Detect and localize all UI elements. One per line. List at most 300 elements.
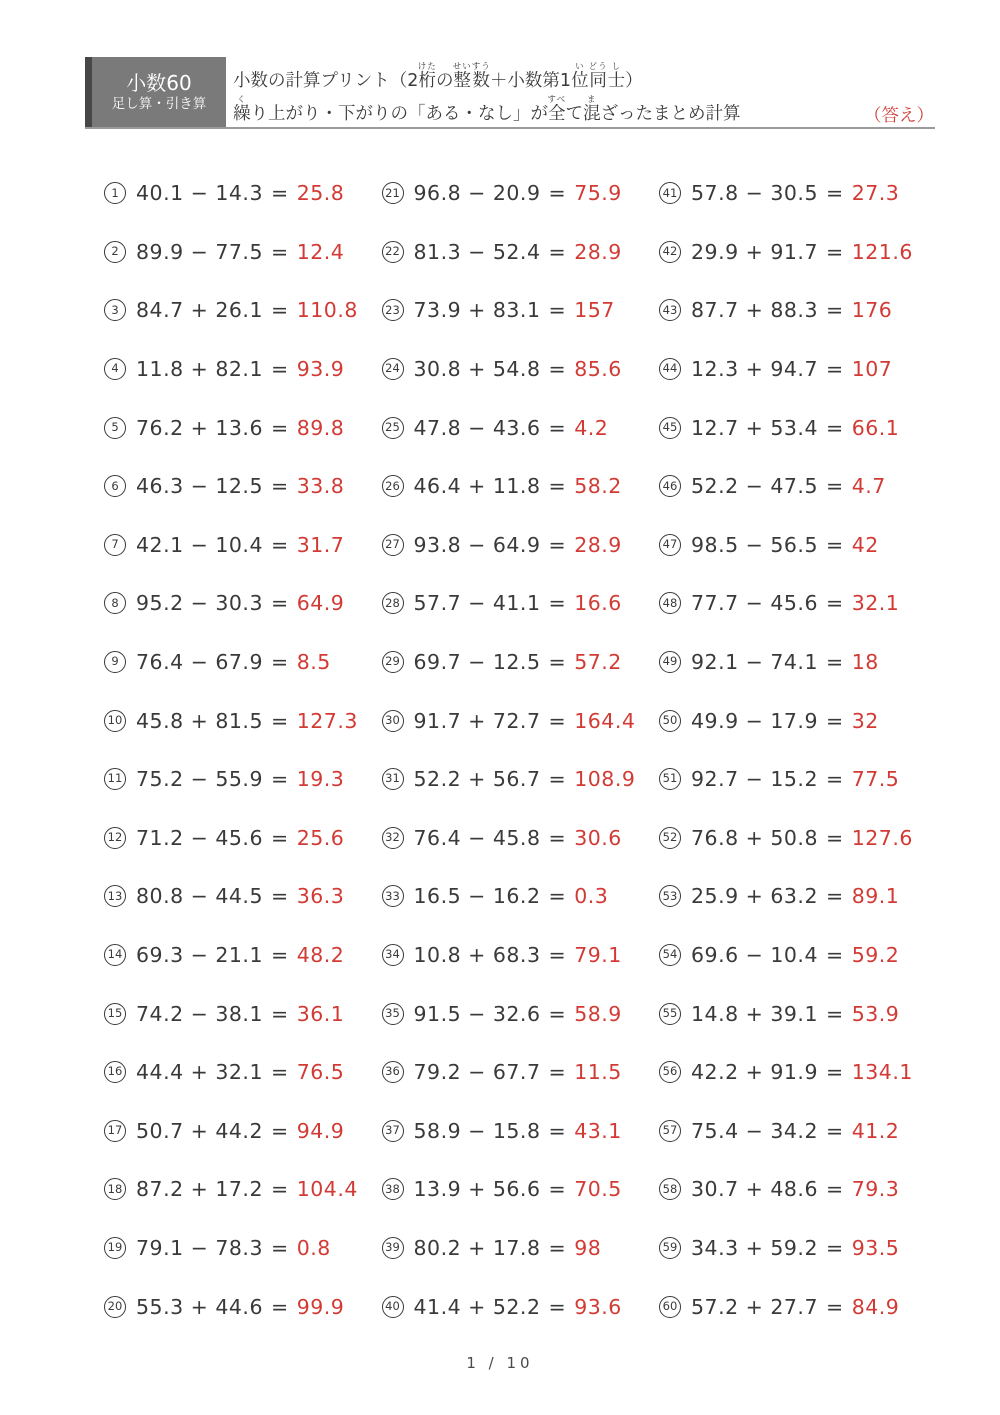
operator: −: [190, 474, 209, 499]
operand-a: 45.8: [136, 708, 184, 733]
equals-sign: =: [271, 415, 289, 440]
operand-b: 91.9: [770, 1060, 818, 1085]
problem-expression: [691, 650, 879, 674]
operand-a: 42.2: [691, 1060, 739, 1085]
problem-item: [104, 1277, 382, 1336]
problem-number-circle: 7: [104, 534, 126, 556]
problem-number-circle: 9: [104, 651, 126, 673]
operand-b: 68.3: [492, 943, 541, 968]
operand-b: 52.4: [492, 239, 541, 264]
problem-expression: [691, 357, 892, 381]
equals-sign: =: [548, 825, 567, 850]
problem-answer: 93.9: [296, 357, 345, 382]
problem-item: [382, 691, 660, 750]
problem-expression: [136, 416, 344, 440]
equals-sign: =: [548, 415, 567, 440]
problem-item: [104, 1219, 382, 1278]
operand-b: 27.7: [770, 1294, 818, 1319]
operator: −: [190, 239, 209, 264]
operator: −: [190, 943, 209, 968]
problem-answer: 164.4: [574, 708, 636, 733]
operand-a: 25.9: [691, 884, 739, 909]
operator: −: [468, 884, 486, 909]
problem-expression: [136, 1060, 344, 1084]
operand-b: 41.1: [492, 591, 541, 616]
header-rule: [85, 127, 935, 129]
operand-a: 42.1: [136, 532, 184, 557]
problem-number-circle: 55: [659, 1003, 681, 1025]
problem-answer: 108.9: [574, 767, 636, 792]
operator: +: [745, 298, 764, 323]
problem-number-circle: 37: [382, 1120, 404, 1142]
problem-item: [104, 867, 382, 926]
operand-b: 30.3: [215, 591, 263, 616]
operator: +: [468, 474, 486, 499]
problem-answer: 18: [851, 650, 879, 675]
operand-a: 69.3: [136, 943, 184, 968]
problem-item: [659, 984, 937, 1043]
problem-item: [659, 633, 937, 692]
equals-sign: =: [826, 1001, 844, 1026]
problem-answer: 33.8: [296, 474, 345, 499]
problem-item: [382, 1043, 660, 1102]
operator: −: [745, 767, 764, 792]
operator: +: [468, 943, 486, 968]
operand-b: 72.7: [492, 708, 541, 733]
problem-answer: 8.5: [296, 650, 331, 675]
operand-b: 13.6: [215, 415, 263, 440]
problem-number-circle: 38: [382, 1178, 404, 1200]
problem-number-circle: 16: [104, 1061, 126, 1083]
operand-a: 69.7: [413, 650, 462, 675]
problem-answer: 93.6: [574, 1294, 622, 1319]
problem-item: [382, 457, 660, 516]
operand-a: 52.2: [413, 767, 462, 792]
problem-number-circle: 20: [104, 1296, 126, 1318]
equals-sign: =: [548, 181, 567, 206]
problem-expression: [136, 181, 344, 205]
problem-item: [659, 1219, 937, 1278]
problem-item: [104, 926, 382, 985]
operand-b: 17.8: [492, 1235, 541, 1260]
equals-sign: =: [271, 239, 289, 264]
problem-expression: [691, 1236, 899, 1260]
problem-number-circle: 22: [382, 241, 404, 263]
operand-a: 87.2: [136, 1177, 184, 1202]
operator: −: [745, 943, 764, 968]
problem-answer: 94.9: [296, 1118, 345, 1143]
problem-item: [382, 281, 660, 340]
equals-sign: =: [548, 357, 567, 382]
problem-answer: 93.5: [851, 1235, 900, 1260]
operator: +: [190, 357, 209, 382]
problem-number-circle: 13: [104, 885, 126, 907]
problem-expression: [691, 1177, 899, 1201]
operand-b: 20.9: [492, 181, 541, 206]
worksheet-title-line2: 繰くり上がり・下がりの「ある・なし」が全すべて混まざったまとめ計算: [233, 95, 741, 124]
problem-number-circle: 41: [659, 182, 681, 204]
problem-expression: [414, 181, 622, 205]
operand-b: 17.2: [215, 1177, 263, 1202]
operand-b: 56.6: [492, 1177, 541, 1202]
answer-mode-label: （答え）: [864, 106, 934, 126]
equals-sign: =: [548, 1118, 567, 1143]
operand-a: 30.7: [691, 1177, 739, 1202]
operand-b: 82.1: [215, 357, 263, 382]
equals-sign: =: [271, 767, 289, 792]
operand-a: 30.8: [413, 357, 462, 382]
problem-item: [104, 340, 382, 399]
operator: −: [190, 181, 209, 206]
operator: −: [745, 708, 764, 733]
operator: +: [468, 298, 486, 323]
problem-item: [382, 984, 660, 1043]
operand-b: 14.3: [215, 181, 263, 206]
problems-column-1: [104, 164, 382, 1336]
operand-b: 54.8: [492, 357, 541, 382]
operator: −: [468, 825, 486, 850]
operand-a: 13.9: [413, 1177, 462, 1202]
problem-number-circle: 27: [382, 534, 404, 556]
operator: +: [745, 884, 764, 909]
operand-a: 57.8: [691, 181, 739, 206]
page-number: 1 / 10: [466, 1354, 534, 1372]
problem-answer: 58.9: [574, 1001, 622, 1026]
problem-item: [382, 750, 660, 809]
problem-expression: [691, 1002, 899, 1026]
operand-a: 40.1: [136, 181, 184, 206]
operand-a: 96.8: [413, 181, 462, 206]
equals-sign: =: [271, 1001, 289, 1026]
problem-number-circle: 5: [104, 417, 126, 439]
problem-item: [382, 926, 660, 985]
problem-expression: [414, 1236, 602, 1260]
problem-answer: 66.1: [851, 415, 900, 440]
operand-a: 55.3: [136, 1294, 184, 1319]
problem-number-circle: 50: [659, 710, 681, 732]
equals-sign: =: [271, 1060, 289, 1085]
operand-b: 56.5: [770, 532, 818, 557]
operand-a: 71.2: [136, 825, 184, 850]
problem-expression: [414, 474, 622, 498]
operator: +: [190, 708, 209, 733]
problem-expression: [414, 650, 622, 674]
problem-number-circle: 59: [659, 1237, 681, 1259]
problem-item: [659, 340, 937, 399]
equals-sign: =: [548, 1060, 567, 1085]
problem-item: [659, 867, 937, 926]
problem-expression: [136, 591, 344, 615]
problem-number-circle: 45: [659, 417, 681, 439]
problem-item: [104, 984, 382, 1043]
operand-a: 74.2: [136, 1001, 184, 1026]
problem-number-circle: 12: [104, 827, 126, 849]
problem-number-circle: 34: [382, 944, 404, 966]
operator: +: [745, 357, 764, 382]
problem-answer: 79.3: [851, 1177, 900, 1202]
operator: −: [745, 181, 764, 206]
operand-b: 32.1: [215, 1060, 263, 1085]
problem-answer: 121.6: [851, 239, 913, 264]
problem-item: [382, 1102, 660, 1161]
problem-expression: [136, 1119, 344, 1143]
problem-answer: 127.6: [851, 825, 913, 850]
problem-number-circle: 19: [104, 1237, 126, 1259]
problem-answer: 75.9: [574, 181, 622, 206]
problem-expression: [691, 240, 913, 264]
problem-expression: [691, 943, 899, 967]
problem-answer: 11.5: [574, 1060, 622, 1085]
operand-a: 57.2: [691, 1294, 739, 1319]
operand-a: 75.2: [136, 767, 184, 792]
problem-item: [382, 809, 660, 868]
operand-b: 45.6: [770, 591, 818, 616]
equals-sign: =: [826, 767, 844, 792]
operand-a: 73.9: [413, 298, 462, 323]
problem-number-circle: 24: [382, 358, 404, 380]
equals-sign: =: [826, 532, 844, 557]
problem-item: [104, 398, 382, 457]
operand-b: 39.1: [770, 1001, 818, 1026]
problem-item: [382, 867, 660, 926]
equals-sign: =: [271, 708, 289, 733]
problem-expression: [691, 826, 913, 850]
operand-b: 44.5: [215, 884, 263, 909]
operand-b: 67.9: [215, 650, 263, 675]
equals-sign: =: [271, 650, 289, 675]
operand-b: 59.2: [770, 1235, 818, 1260]
operand-a: 76.4: [136, 650, 184, 675]
problem-item: [659, 516, 937, 575]
problem-item: [382, 574, 660, 633]
worksheet-title-line1: 小数の計算プリント（2桁けたの整せい数すう＋小数第1位い同どう士し）: [233, 62, 643, 91]
problem-expression: [136, 474, 344, 498]
problem-answer: 48.2: [296, 943, 345, 968]
operator: +: [745, 825, 764, 850]
problem-answer: 12.4: [296, 239, 345, 264]
problem-expression: [136, 533, 344, 557]
problem-item: [104, 457, 382, 516]
equals-sign: =: [271, 1118, 289, 1143]
problem-item: [382, 633, 660, 692]
operand-a: 75.4: [691, 1118, 739, 1143]
operand-b: 30.5: [770, 181, 818, 206]
operator: +: [745, 1294, 764, 1319]
operand-b: 17.9: [770, 708, 818, 733]
problem-expression: [691, 709, 879, 733]
equals-sign: =: [271, 1235, 289, 1260]
problem-expression: [414, 884, 609, 908]
operand-a: 69.6: [691, 943, 739, 968]
problem-item: [382, 1219, 660, 1278]
operand-a: 95.2: [136, 591, 184, 616]
operand-b: 12.5: [492, 650, 541, 675]
operand-b: 52.2: [492, 1294, 541, 1319]
operator: −: [468, 415, 486, 440]
operand-b: 47.5: [770, 474, 818, 499]
problem-item: [659, 809, 937, 868]
operand-a: 80.8: [136, 884, 184, 909]
operator: −: [190, 591, 209, 616]
operand-a: 49.9: [691, 708, 739, 733]
problem-expression: [691, 416, 899, 440]
problem-item: [382, 340, 660, 399]
equals-sign: =: [826, 884, 844, 909]
problem-expression: [414, 767, 636, 791]
operator: +: [468, 357, 486, 382]
problem-number-circle: 58: [659, 1178, 681, 1200]
problem-number-circle: 44: [659, 358, 681, 380]
operand-a: 77.7: [691, 591, 739, 616]
operand-a: 80.2: [413, 1235, 462, 1260]
operand-a: 11.8: [136, 357, 184, 382]
operand-b: 74.1: [770, 650, 818, 675]
problem-number-circle: 17: [104, 1120, 126, 1142]
operand-a: 47.8: [413, 415, 462, 440]
problem-item: [659, 574, 937, 633]
operator: −: [190, 767, 209, 792]
problem-item: [659, 398, 937, 457]
equals-sign: =: [548, 708, 567, 733]
operand-b: 21.1: [215, 943, 263, 968]
operand-b: 10.4: [215, 532, 263, 557]
operator: −: [468, 239, 486, 264]
problem-item: [659, 223, 937, 282]
equals-sign: =: [826, 181, 844, 206]
operator: −: [190, 650, 209, 675]
problem-expression: [136, 1295, 344, 1319]
problem-item: [104, 223, 382, 282]
problem-item: [659, 164, 937, 223]
operand-b: 10.4: [770, 943, 818, 968]
problem-expression: [136, 709, 358, 733]
equals-sign: =: [271, 1294, 289, 1319]
operator: −: [468, 1001, 486, 1026]
operand-b: 63.2: [770, 884, 818, 909]
operator: −: [468, 650, 486, 675]
problem-item: [104, 281, 382, 340]
problem-answer: 27.3: [851, 181, 900, 206]
problem-number-circle: 33: [382, 885, 404, 907]
problem-expression: [414, 709, 636, 733]
operator: +: [468, 767, 486, 792]
problem-number-circle: 4: [104, 358, 126, 380]
operand-b: 11.8: [492, 474, 541, 499]
operator: +: [745, 415, 764, 440]
problem-answer: 89.1: [851, 884, 900, 909]
problem-answer: 58.2: [574, 474, 622, 499]
operand-b: 48.6: [770, 1177, 818, 1202]
problem-number-circle: 8: [104, 592, 126, 614]
equals-sign: =: [826, 1177, 844, 1202]
problem-number-circle: 18: [104, 1178, 126, 1200]
category-badge-title: 小数60: [126, 70, 192, 95]
operand-a: 10.8: [413, 943, 462, 968]
operator: +: [190, 1294, 209, 1319]
problem-answer: 32.1: [851, 591, 900, 616]
problem-expression: [414, 357, 622, 381]
problem-answer: 104.4: [296, 1177, 358, 1202]
problem-number-circle: 14: [104, 944, 126, 966]
equals-sign: =: [548, 1177, 567, 1202]
problem-answer: 76.5: [296, 1060, 345, 1085]
equals-sign: =: [271, 591, 289, 616]
problem-answer: 36.1: [296, 1001, 345, 1026]
operand-a: 98.5: [691, 532, 739, 557]
operand-b: 77.5: [215, 239, 263, 264]
problem-answer: 4.7: [851, 474, 886, 499]
operand-a: 46.3: [136, 474, 184, 499]
equals-sign: =: [548, 1235, 567, 1260]
category-badge: [85, 57, 226, 127]
problem-expression: [136, 298, 358, 322]
problem-item: [104, 809, 382, 868]
problem-expression: [136, 884, 344, 908]
problem-expression: [691, 181, 899, 205]
operand-b: 38.1: [215, 1001, 263, 1026]
operand-b: 50.8: [770, 825, 818, 850]
problem-item: [104, 633, 382, 692]
operand-a: 92.1: [691, 650, 739, 675]
problem-item: [104, 1102, 382, 1161]
operator: −: [468, 591, 486, 616]
operator: +: [745, 239, 764, 264]
operand-b: 64.9: [492, 532, 541, 557]
problem-item: [382, 1277, 660, 1336]
problem-item: [104, 750, 382, 809]
equals-sign: =: [271, 357, 289, 382]
equals-sign: =: [548, 1001, 567, 1026]
operand-a: 93.8: [413, 532, 462, 557]
problem-number-circle: 6: [104, 475, 126, 497]
operator: −: [468, 1118, 486, 1143]
problem-answer: 0.8: [296, 1235, 331, 1260]
problem-answer: 59.2: [851, 943, 900, 968]
problem-number-circle: 29: [382, 651, 404, 673]
problem-number-circle: 31: [382, 768, 404, 790]
operand-b: 43.6: [492, 415, 541, 440]
operand-a: 50.7: [136, 1118, 184, 1143]
problem-item: [659, 457, 937, 516]
problem-expression: [691, 533, 879, 557]
problem-answer: 134.1: [851, 1060, 913, 1085]
problem-item: [659, 281, 937, 340]
category-badge-subtitle: 足し算・引き算: [111, 95, 207, 112]
problem-expression: [414, 826, 622, 850]
problem-answer: 53.9: [851, 1001, 900, 1026]
operand-a: 81.3: [413, 239, 462, 264]
problem-answer: 19.3: [296, 767, 345, 792]
operand-a: 91.7: [413, 708, 462, 733]
operand-b: 67.7: [492, 1060, 541, 1085]
operand-a: 84.7: [136, 298, 184, 323]
problem-number-circle: 53: [659, 885, 681, 907]
equals-sign: =: [548, 767, 567, 792]
problem-answer: 28.9: [574, 532, 622, 557]
problem-item: [382, 398, 660, 457]
problem-expression: [136, 1177, 358, 1201]
operand-a: 79.1: [136, 1235, 184, 1260]
problem-number-circle: 36: [382, 1061, 404, 1083]
operand-a: 58.9: [413, 1118, 462, 1143]
problem-answer: 42: [851, 532, 879, 557]
problem-answer: 176: [851, 298, 893, 323]
problem-item: [659, 926, 937, 985]
operand-a: 52.2: [691, 474, 739, 499]
operator: −: [745, 532, 764, 557]
problem-number-circle: 21: [382, 182, 404, 204]
operator: +: [745, 1177, 764, 1202]
